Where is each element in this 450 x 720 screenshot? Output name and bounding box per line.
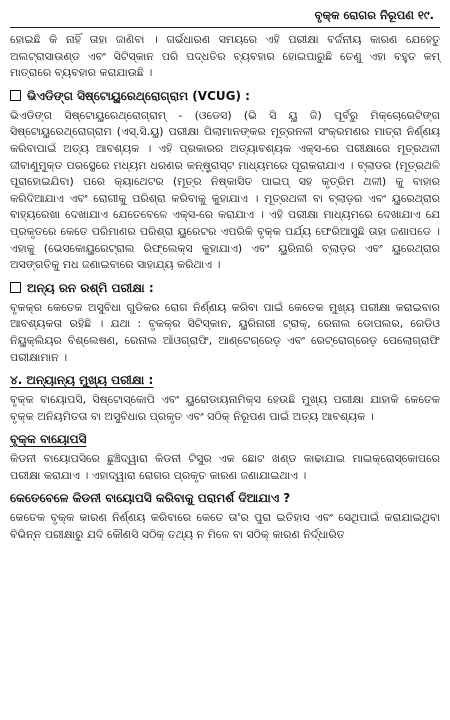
checkbox-bullet-icon bbox=[10, 282, 21, 293]
section-heading-text: ଅନ୍ୟ ରନ ରଶ୍ମି ପରୀକ୍ଷା : bbox=[27, 280, 154, 295]
section-paragraph: ଭିଏଡିଙ୍ଗ ସିଷ୍ଟୋୟୁରେଥ୍ରୋଗ୍ରାମ୍ - (ଓଡେସ) (ଭି ସି ୟୁ ଜି) ପୂର୍ବରୁ ମିକ୍‌ଚୋରେଟିଙ୍ଗ ସିଷ୍ଟୋୟୁରେଥ୍ରୋଗ୍ରାମ (ଏସ୍.ସି.ୟୁ) ପରୀକ୍ଷା ପିଲାମାନଙ୍କର ମୂତ୍ରନଳୀ ସଂକ୍ରମଣର ମାତ୍ରା ନିର୍ଣ୍ଣୟ କରିବାପାଇଁ ଅତ୍ୟ ଆବଶ୍ୟକ । ଏହି ପ୍ରକାରର ଅତ୍ୟାବଶ୍ୟକ ଏକ୍ସ-ରେ ପରୀକ୍ଷାରେ ମୂତ୍ରଥଳୀ ଜୀବାଣୁମୁକ୍ତ ପରସ୍ଥେରେ ମଧ୍ୟମ ଧରଣର କନ୍ଷ୍ଟ୍ରାସ୍ଟ ମାଧ୍ୟମରେ ପୂରାକରାଯାଏ । ବ୍ଲାଡର (ମୂତ୍ରଥଳି ପୂରାହୋଇଯିବା) ପରେ କ୍ୟାଥେଟର (ମୂତ୍ର ନିଷ୍କାସିତ ପାଇପ୍ ସହ କୃତ୍ରିମ ଥଳୀ) କୁ ବାହାର କରିଦିଆଯାଏ ଏବଂ ରୋଗୀକୁ ପରିଶ୍ରା କରିବାକୁ କୁହାଯାଏ । ମୂତ୍ରଥଳୀ ବା ବ୍ଲାଡ଼ର ଏବଂ ୟୁରେଥ୍ରାର ବାହ୍ୟରେଖା ଦେଖାଯାଏ ଯେତେବେଳେ ଏକ୍ସ-ରେ କରାଯାଏ । ଏହି ପରୀକ୍ଷା ମାଧ୍ୟମରେ ଦେଖାଯାଏ ଯେ ପ୍ରକୃତରେ କେତେ ପରିମାଣର ପରିଶ୍ରା ୟୁରେଟର ଏପରିକି ବୃକ୍କ ପର୍ଯ୍ୟ ଫେରିଆସୁଛି ତାହା ଜଣାପଡେ । ଏହାକୁ (ଭେସକୋୟୁରେଟ୍ରାଲ ରିଫ୍ଲେକ୍ସ କୁହାଯାଏ) ଏବଂ ୟୁରିନାରି ବ୍ଲାଡ଼ର ଏବଂ ୟୁରେଥ୍ରାର ଅସଙ୍ଗତିକୁ ମଧ ଜଣାଇବାରେ ସାହାଯ୍ୟ କରିଥାଏ । bbox=[10, 108, 440, 272]
section-heading-text: ୪. ଅନ୍ୟାନ୍ୟ ମୁଖ୍ୟ ପରୀକ୍ଷା : bbox=[10, 373, 154, 388]
running-header: ବୃକ୍କ ରୋଗର ନିରୂପଣ ୧୯. bbox=[10, 6, 440, 28]
section-heading-biopsy-when bbox=[10, 489, 440, 507]
section-paragraph: ବୃକକ୍‌ର କେତେକ ଅସୁବିଧା ଗୁଡିକର ରୋଗ ନିର୍ଣ୍ଣୟ କରିବା ପାଇଁ କେତେକ ମୁଖ୍ୟ ପରୀକ୍ଷା କରାଇବାର ଆବଶ୍ୟକତା ରହିଛି । ଯଥା : ବୃକକ୍‌ର ସିଟିସ୍କାନ, ୟୁରିନାରୀ ଟ୍ରାକ୍, ରେନାଲ ଡୋପଲର, ରେଡିଓ ନିୟୁକ୍ଲିୟର ବିଶ୍ଲେଷଣ, ରେନାଲ ଆଁଓଗ୍ରାଫି, ଆଣ୍ଟେଗ୍ରେଡ଼ ଏବଂ ରେଟ୍ରୋଗ୍ରେଡ଼ ପେଲୋଗ୍ରାଫି ପରୀକ୍ଷାମାନ । bbox=[10, 300, 440, 364]
section-paragraph: ବୃକ୍କ ବାୟୋପସି, ସିଷ୍ଟୋସ୍କୋପି ଏବଂ ୟୁରୋଡାୟନାମିକ୍‌ସ ହେଉଛି ମୁଖ୍ୟ ପରୀକ୍ଷା ଯାହାକି କେତେକ ବୃକ୍କ ଅନିୟମିତତା ବା ଅସୁବିଧାର ପ୍ରକୃତ ଏବଂ ସଠିକ୍ ନିରୂପଣ ପାଇଁ ଅତ୍ୟ ଆବଶ୍ୟକ । bbox=[10, 393, 440, 423]
checkbox-bullet-icon bbox=[10, 90, 21, 101]
section-heading-text: ଭିଏଡିଙ୍ଗ ସିଷ୍ଟୋୟୁରେଥ୍ରୋଗ୍ରାମ (VCUG) : bbox=[27, 88, 250, 103]
section-paragraph: କିଡନୀ ବାୟୋପସିରେ ଛୁଞ୍ଚିଦ୍ୱାରା କିଡନୀ ଟିସୁର ଏକ ଛୋଟ ଖଣ୍ଡ କାଢାଯାଇ ମାଇକ୍ରୋସ୍କୋପରେ ପରୀକ୍ଷା କରାଯାଏ । ଏହାଦ୍ୱାରା ରୋଗର ପ୍ରକୃତ କାରଣ ଜଣାଯାଇଥାଏ । bbox=[10, 452, 440, 482]
section-heading-text: ବୃକ୍କ ବାୟୋପସି bbox=[10, 432, 87, 447]
section-heading-other-tests bbox=[10, 371, 440, 389]
intro-paragraph: ହୋଇଛି କି ନାହିଁ ତାହା ଜାଣିବା । ଗର୍ଭଧାରଣ ସମୟରେ ଏହି ପରୀକ୍ଷା ବର୍ଜନୀୟ କାରଣ ଯେହେତୁ ଅଲଟ୍ରାସାଉଣ୍ଡ ଏବଂ ସିଟିସ୍କାନ ପରି ପଦ୍ଧତିର ବ୍ୟବହାର ହୋଇପାରୁଛି ତେଣୁ ଏହା ବହୁତ କମ୍ ମାତ୍ରାରେ ବ୍ୟବହାର କରାଯାଉଛି । bbox=[10, 33, 440, 80]
section-heading-kidney-biopsy bbox=[10, 430, 440, 448]
section-heading-other-xray bbox=[10, 279, 440, 297]
section-heading-text: କେତେବେଳେ କିଡନୀ ବାୟୋପସି କରିବାକୁ ପରାମର୍ଶ ଦିଆଯାଏ ? bbox=[10, 491, 291, 506]
section-heading-vcug bbox=[10, 87, 440, 105]
section-paragraph: କେତେକ ବୃକ୍କ କାରଣ ନିର୍ଣ୍ଣୟ କରିବାରେ କେତେ ତା'ର ପୁରା ଇତିହାସ ଏବଂ ସେଥିପାଇଁ କରାଯାଇଥିବା ବିଭିନ୍ନ ପରୀକ୍ଷାରୁ ଯଦି କୌଣସି ସଠିକ୍ ତଥ୍ୟ ନ ମିଳେ ବା ସଠିକ୍ କାରଣ ନିର୍ଦ୍ଧାରିତ bbox=[10, 511, 440, 542]
